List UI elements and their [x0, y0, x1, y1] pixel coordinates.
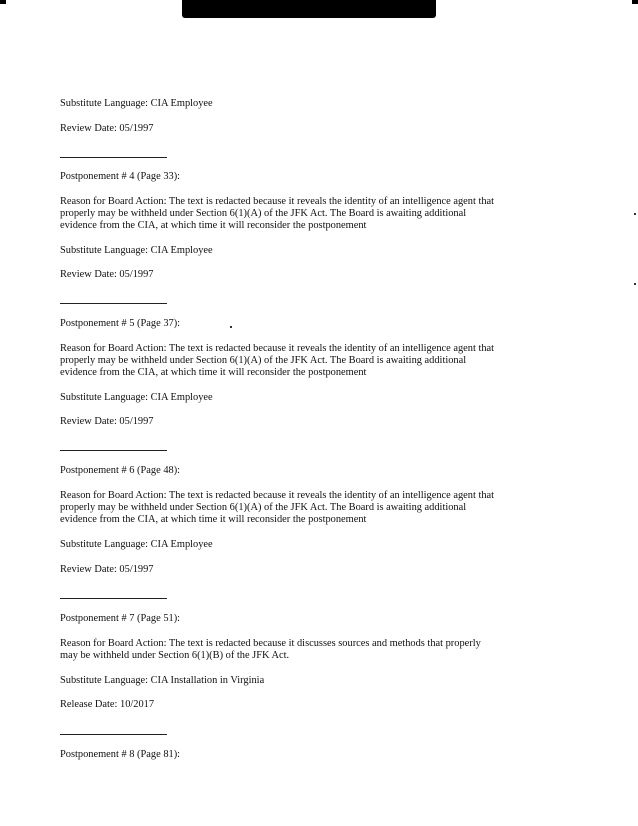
- review-date: Review Date: 05/1997: [60, 564, 154, 575]
- reason-line: Reason for Board Action: The text is redacted because it reveals the identity of an intelligence agent that: [60, 490, 495, 501]
- substitute-language: Substitute Language: CIA Employee: [60, 98, 213, 109]
- postponement-heading: Postponement # 8 (Page 81):: [60, 749, 181, 760]
- reason-line: properly may be withheld under Section 6(1)(A) of the JFK Act. The Board is awaiting additional: [60, 502, 467, 513]
- release-date: Release Date: 10/2017: [60, 699, 155, 710]
- substitute-language: Substitute Language: CIA Employee: [60, 392, 213, 403]
- redaction-bar: [182, 0, 436, 18]
- reason-line: evidence from the CIA, at which time it will reconsider the postponement: [60, 514, 367, 525]
- board-action-reason: [60, 490, 560, 526]
- postponement-heading: Postponement # 4 (Page 33):: [60, 171, 181, 182]
- board-action-reason: [60, 343, 560, 379]
- divider-rule: [60, 450, 167, 451]
- reason-line: may be withheld under Section 6(1)(B) of the JFK Act.: [60, 650, 290, 661]
- reason-line: Reason for Board Action: The text is redacted because it discusses sources and methods that properly: [60, 638, 481, 649]
- substitute-language: Substitute Language: CIA Employee: [60, 539, 213, 550]
- scan-corner-mark: [0, 0, 6, 4]
- review-date: Review Date: 05/1997: [60, 269, 154, 280]
- divider-rule: [60, 303, 167, 304]
- review-date: Review Date: 05/1997: [60, 416, 154, 427]
- reason-line: Reason for Board Action: The text is redacted because it reveals the identity of an intelligence agent that: [60, 343, 495, 354]
- reason-line: Reason for Board Action: The text is redacted because it reveals the identity of an intelligence agent that: [60, 196, 495, 207]
- postponement-heading: Postponement # 6 (Page 48):: [60, 465, 181, 476]
- scan-speck: [634, 213, 636, 215]
- divider-rule: [60, 598, 167, 599]
- substitute-language: Substitute Language: CIA Employee: [60, 245, 213, 256]
- scan-corner-mark: [632, 0, 638, 4]
- reason-line: properly may be withheld under Section 6(1)(A) of the JFK Act. The Board is awaiting additional: [60, 355, 467, 366]
- board-action-reason: [60, 196, 560, 232]
- scan-speck: [634, 283, 636, 285]
- board-action-reason: [60, 638, 560, 662]
- divider-rule: [60, 157, 167, 158]
- reason-line: evidence from the CIA, at which time it will reconsider the postponement: [60, 367, 367, 378]
- divider-rule: [60, 734, 167, 735]
- review-date: Review Date: 05/1997: [60, 123, 154, 134]
- reason-line: properly may be withheld under Section 6(1)(A) of the JFK Act. The Board is awaiting additional: [60, 208, 467, 219]
- substitute-language: Substitute Language: CIA Installation in Virginia: [60, 675, 265, 686]
- reason-line: evidence from the CIA, at which time it will reconsider the postponement: [60, 220, 367, 231]
- postponement-heading: Postponement # 7 (Page 51):: [60, 613, 181, 624]
- scan-speck: [230, 326, 232, 328]
- postponement-heading: Postponement # 5 (Page 37):: [60, 318, 181, 329]
